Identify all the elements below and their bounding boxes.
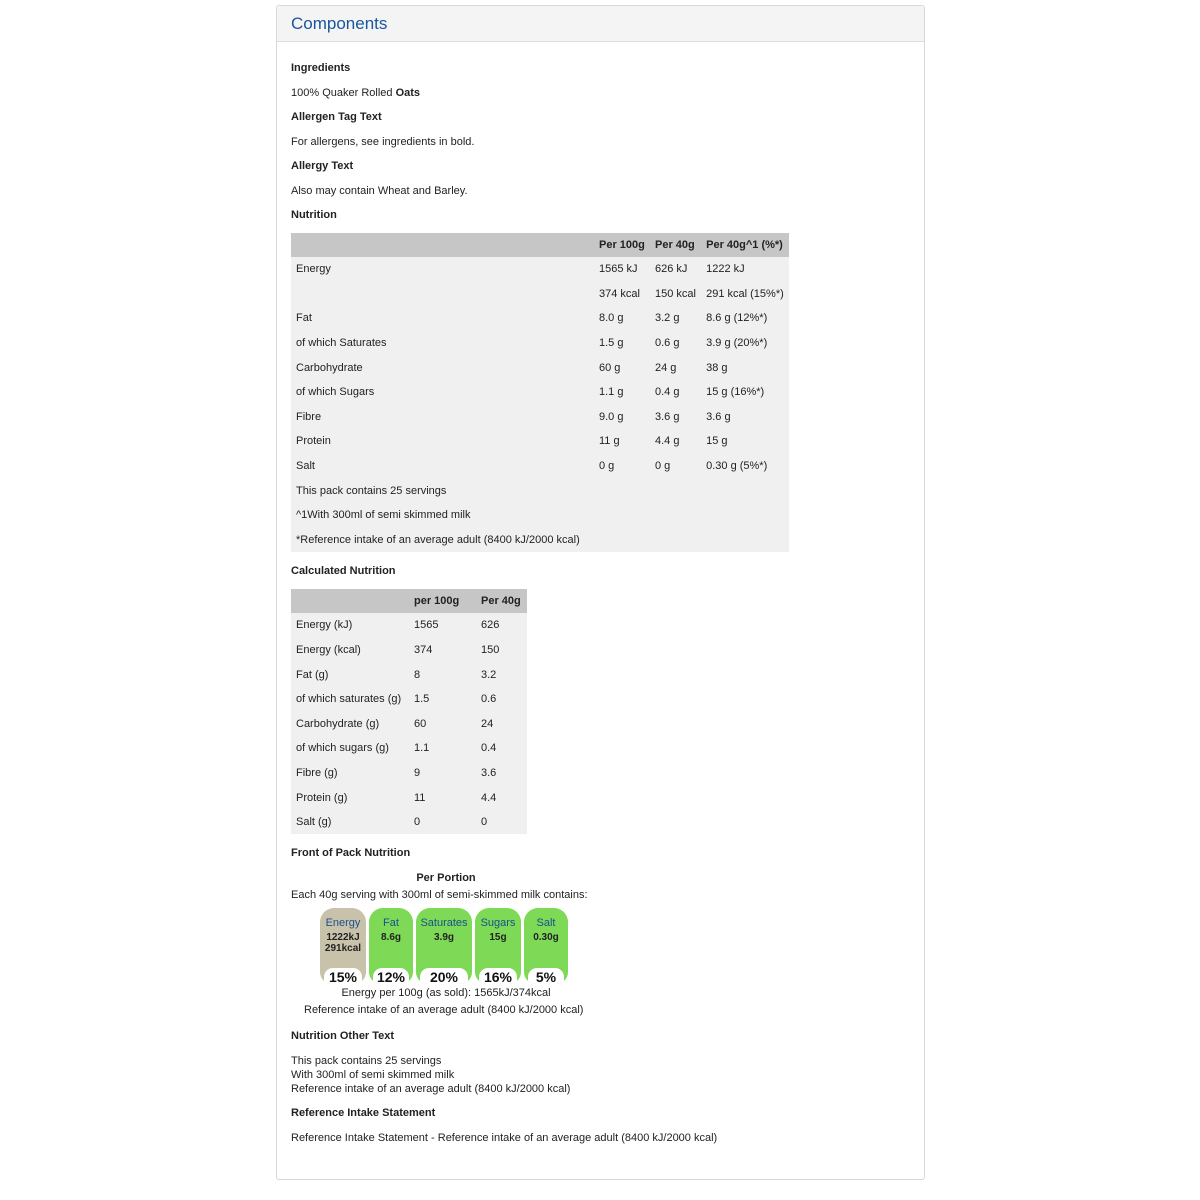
table-cell: 4.4 xyxy=(481,791,497,804)
nutrition-col-per40g-milk: Per 40g^1 (%*) xyxy=(701,233,789,257)
table-row xyxy=(291,712,527,737)
allergen-tag-heading: Allergen Tag Text xyxy=(291,111,382,123)
allergy-text: Also may contain Wheat and Barley. xyxy=(291,184,468,197)
pill-value: 0.30g xyxy=(533,932,559,944)
nutrition-col-per100g: Per 100g xyxy=(594,233,650,257)
ingredients-heading: Ingredients xyxy=(291,62,351,74)
table-row xyxy=(291,613,527,638)
table-cell: 1565 xyxy=(414,619,439,632)
table-cell: 0 g xyxy=(655,460,671,473)
table-cell: 3.9 g (20%*) xyxy=(706,337,768,350)
table-cell: 3.6 g xyxy=(655,410,680,423)
table-cell: 626 kJ xyxy=(655,263,688,276)
reference-intake-heading: Reference Intake Statement xyxy=(291,1107,436,1120)
table-cell: of which saturates (g) xyxy=(296,693,402,706)
table-cell: 0 xyxy=(414,816,421,829)
table-cell: 626 xyxy=(481,619,500,632)
nutrition-col-0 xyxy=(291,233,594,257)
table-cell: 24 xyxy=(481,717,494,730)
nutrition-table xyxy=(291,233,789,552)
nutrition-col-per40g: Per 40g xyxy=(650,233,701,257)
table-cell: Protein (g) xyxy=(296,791,348,804)
table-cell: 9.0 g xyxy=(599,410,624,423)
table-cell: 1565 kJ xyxy=(599,263,638,276)
table-row xyxy=(291,638,527,663)
table-cell: 11 g xyxy=(599,435,620,448)
energy-per-100g: Energy per 100g (as sold): 1565kJ/374kcal xyxy=(341,987,551,1000)
table-row xyxy=(291,662,527,687)
table-cell: 60 xyxy=(414,717,427,730)
table-cell: Carbohydrate (g) xyxy=(296,717,380,730)
calculated-table xyxy=(291,589,527,834)
nutrition-table-body xyxy=(291,257,789,552)
table-cell: 0.30 g (5%*) xyxy=(706,460,768,473)
pill-saturates xyxy=(416,908,472,984)
calculated-heading: Calculated Nutrition xyxy=(291,565,396,578)
table-row xyxy=(291,306,789,331)
table-row xyxy=(291,331,789,356)
table-cell: Energy (kJ) xyxy=(296,619,353,632)
table-row xyxy=(291,454,789,479)
pill-percent: 12% xyxy=(373,968,409,984)
table-cell: 11 xyxy=(414,791,426,804)
table-cell: 150 xyxy=(481,644,500,657)
table-cell: Salt xyxy=(296,460,315,473)
pill-sugars xyxy=(475,908,521,984)
pill-salt xyxy=(524,908,568,984)
components-panel xyxy=(276,5,925,1180)
front-of-pack xyxy=(291,871,611,1019)
table-cell: 0.6 xyxy=(481,693,497,706)
pill-value: 3.9g xyxy=(433,932,454,944)
ingredients-text xyxy=(291,86,910,100)
pill-value: 15g xyxy=(489,932,507,944)
table-row xyxy=(291,380,789,405)
ingredients-plain: 100% Quaker Rolled xyxy=(291,86,396,99)
table-row xyxy=(291,785,527,810)
table-cell: of which Saturates xyxy=(296,337,387,350)
table-cell: Fat xyxy=(296,312,312,325)
table-cell: Carbohydrate xyxy=(296,361,363,374)
table-cell: 374 xyxy=(414,644,433,657)
table-cell: 3.2 xyxy=(481,668,497,681)
pill-value: 8.6g xyxy=(380,932,401,944)
allergen-tag-text: For allergens, see ingredients in bold. xyxy=(291,135,475,148)
calculated-header-row xyxy=(291,589,527,613)
table-row xyxy=(291,405,789,430)
pill-label: Saturates xyxy=(420,917,468,930)
pill-value-secondary: 291kcal xyxy=(324,943,362,955)
table-cell: 150 kcal xyxy=(655,287,696,300)
allergy-heading: Allergy Text xyxy=(291,160,354,172)
table-cell: 291 kcal (15%*) xyxy=(706,287,784,300)
table-cell: 3.2 g xyxy=(655,312,680,325)
pill-fat xyxy=(369,908,413,984)
table-row xyxy=(291,761,527,786)
pill-label: Fat xyxy=(383,917,399,930)
front-of-pack-heading: Front of Pack Nutrition xyxy=(291,847,411,860)
table-cell: Fat (g) xyxy=(296,668,329,681)
table-cell: 0.6 g xyxy=(655,337,680,350)
nutrition-other-heading: Nutrition Other Text xyxy=(291,1030,395,1043)
pill-percent: 5% xyxy=(528,968,564,984)
traffic-light-pills xyxy=(291,908,611,986)
table-cell: 0.4 xyxy=(481,742,497,755)
table-row xyxy=(291,429,789,454)
pill-percent: 15% xyxy=(324,968,362,984)
table-cell: 4.4 g xyxy=(655,435,680,448)
table-row xyxy=(291,355,789,380)
calculated-col-0 xyxy=(291,589,409,613)
table-cell: Fibre xyxy=(296,410,322,423)
calculated-col-per100g: per 100g xyxy=(409,589,476,613)
pill-label: Energy xyxy=(325,917,361,930)
pill-percent: 16% xyxy=(479,968,517,984)
table-note-row xyxy=(291,478,789,503)
table-cell: Protein xyxy=(296,435,331,448)
pill-percent: 20% xyxy=(420,968,468,984)
table-row xyxy=(291,810,527,835)
table-cell: 3.6 xyxy=(481,766,497,779)
table-cell: 1222 kJ xyxy=(706,263,745,276)
table-row xyxy=(291,257,789,282)
table-cell: 1.5 xyxy=(414,693,430,706)
table-cell: 1.1 g xyxy=(599,386,624,399)
table-cell: 1.1 xyxy=(414,742,430,755)
table-cell: 1.5 g xyxy=(599,337,624,350)
table-cell: Fibre (g) xyxy=(296,766,338,779)
table-cell: 0 xyxy=(481,816,488,829)
reference-intake-text: Reference Intake Statement - Reference intake of an average adult (8400 kJ/2000 kcal) xyxy=(291,1132,718,1145)
table-cell: 0 g xyxy=(599,460,615,473)
table-cell: 60 g xyxy=(599,361,621,374)
table-note-row xyxy=(291,528,789,553)
table-note: *Reference intake of an average adult (8400 kJ/2000 kcal) xyxy=(296,533,580,546)
nutrition-other-line: Reference intake of an average adult (8400 kJ/2000 kcal) xyxy=(291,1083,571,1096)
table-cell: Salt (g) xyxy=(296,816,332,829)
table-cell: 24 g xyxy=(655,361,677,374)
pill-label: Sugars xyxy=(480,917,516,930)
each-serving-text: Each 40g serving with 300ml of semi-skimmed milk contains: xyxy=(291,889,588,902)
table-row xyxy=(291,687,527,712)
table-cell: 3.6 g xyxy=(706,410,731,423)
table-cell: 8 xyxy=(414,668,421,681)
nutrition-other-lines xyxy=(291,1054,910,1096)
fop-reference-intake: Reference intake of an average adult (8400 kJ/2000 kcal) xyxy=(304,1004,584,1017)
panel-body xyxy=(277,42,924,1145)
pill-label: Salt xyxy=(536,917,556,930)
table-note: ^1With 300ml of semi skimmed milk xyxy=(296,509,471,522)
per-portion-label: Per Portion xyxy=(416,872,476,885)
table-row xyxy=(291,736,527,761)
table-cell: 8.6 g (12%*) xyxy=(706,312,768,325)
table-cell: 38 g xyxy=(706,361,728,374)
panel-header xyxy=(277,6,924,42)
table-cell: 374 kcal xyxy=(599,287,640,300)
table-cell: of which sugars (g) xyxy=(296,742,389,755)
nutrition-header-row xyxy=(291,233,789,257)
table-cell: 8.0 g xyxy=(599,312,624,325)
nutrition-other-line: With 300ml of semi skimmed milk xyxy=(291,1069,455,1082)
table-cell: 0.4 g xyxy=(655,386,680,399)
ingredients-bold: Oats xyxy=(395,86,421,99)
table-cell: 15 g (16%*) xyxy=(706,386,765,399)
table-cell: of which Sugars xyxy=(296,386,375,399)
calculated-table-body xyxy=(291,613,527,834)
table-note: This pack contains 25 servings xyxy=(296,484,447,497)
pill-energy xyxy=(320,908,366,984)
calculated-col-per40g: Per 40g xyxy=(476,589,527,613)
table-cell: Energy (kcal) xyxy=(296,644,361,657)
table-note-row xyxy=(291,503,789,528)
panel-title: Components xyxy=(291,14,388,33)
nutrition-heading: Nutrition xyxy=(291,209,337,221)
pill-value: 1222kJ xyxy=(326,932,360,944)
table-cell: 9 xyxy=(414,766,421,779)
nutrition-other-line: This pack contains 25 servings xyxy=(291,1055,442,1068)
table-cell: 15 g xyxy=(706,435,728,448)
table-cell: Energy xyxy=(296,263,331,276)
table-row xyxy=(291,282,789,307)
table-cell xyxy=(291,282,594,307)
